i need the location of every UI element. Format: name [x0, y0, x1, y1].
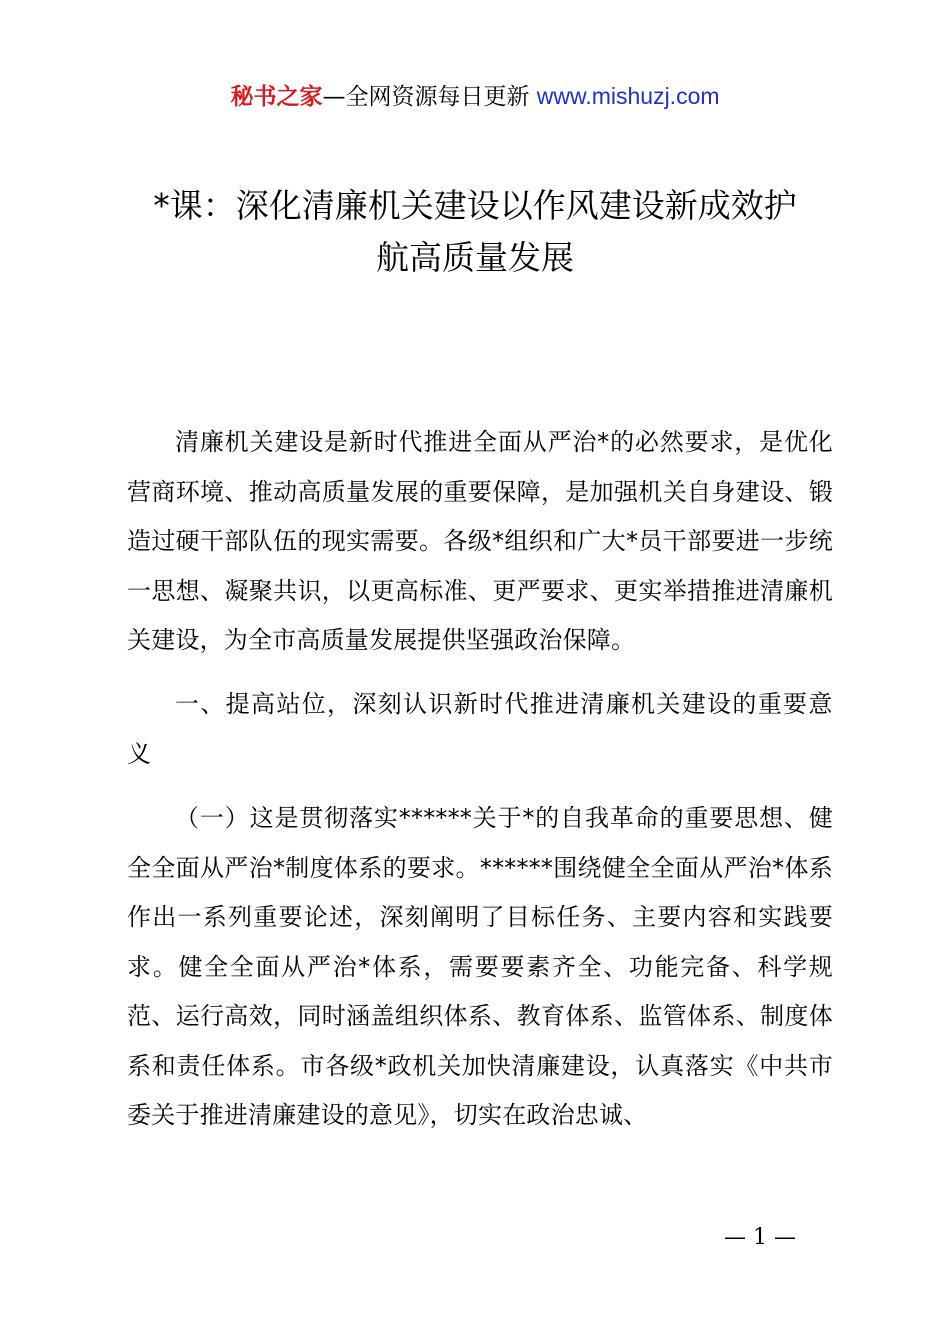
intro-paragraph: 清廉机关建设是新时代推进全面从严治*的必然要求，是优化营商环境、推动高质量发展的重要保障，是加强机关自身建设、锻造过硬干部队伍的现实需要。各级*组织和广大*员干部要进一步统一思想、凝聚共识，以更高标准、更严要求、更实举措推进清廉机关建设，为全市高质量发展提供坚强政治保障。 — [127, 428, 833, 654]
brand-name: 秘书之家 — [230, 84, 323, 110]
document-title — [100, 180, 850, 284]
page-number: — 1 — — [724, 1225, 796, 1250]
title-line-1: *课：深化清廉机关建设以作风建设新成效护 — [153, 186, 797, 225]
subsection-paragraph-1: （一）这是贯彻落实******关于*的自我革命的重要思想、健全全面从严治*制度体系的要求。******围绕健全全面从严治*体系作出一系列重要论述，深刻阐明了目标任务、主要内容和实践要求。健全全面从严治*体系，需要要素齐全、功能完备、科学规范、运行高效，同时涵盖组织体系、教育体系、监管体系、制度体系和责任体系。市各级*政机关加快清廉建设，认真落实《中共市委关于推进清廉建设的意见》，切实在政治忠诚、 — [127, 804, 833, 1129]
header-slogan: —全网资源每日更新 — [322, 84, 530, 110]
title-line-2: 航高质量发展 — [376, 238, 574, 277]
site-url-link[interactable]: www.mishuzj.com — [536, 83, 720, 109]
section-heading-1: 一、提高站位，深刻认识新时代推进清廉机关建设的重要意义 — [127, 690, 833, 768]
site-header — [0, 80, 950, 113]
